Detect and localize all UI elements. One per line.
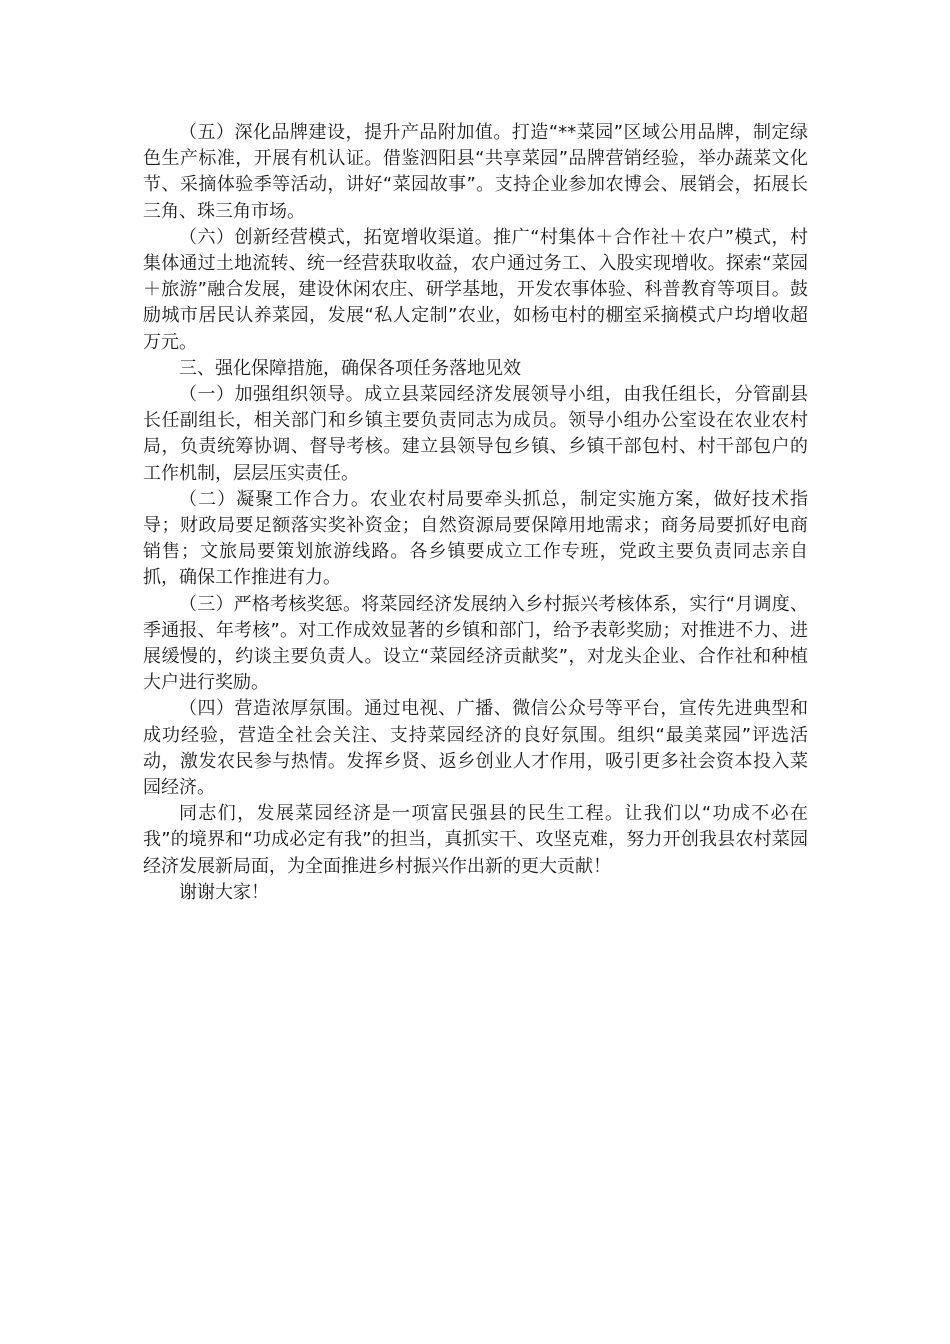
paragraph-business-model: （六）创新经营模式，拓宽增收渠道。推广“村集体＋合作社＋农户”模式，村集体通过土地流转、统一经营获取收益，农户通过务工、入股实现增收。探索“菜园＋旅游”融合发展，建设休闲农庄、研学基地，开发农事体验、科普教育等项目。鼓励城市居民认养菜园，发展“私人定制”农业，如杨屯村的棚室采摘模式户均增收超万元。 xyxy=(143,226,808,353)
paragraph-brand-building: （五）深化品牌建设，提升产品附加值。打造“**菜园”区域公用品牌，制定绿色生产标准，开展有机认证。借鉴泗阳县“共享菜园”品牌营销经验，举办蔬菜文化节、采摘体验季等活动，讲好“菜园故事”。支持企业参加农博会、展销会，拓展长三角、珠三角市场。 xyxy=(143,122,808,222)
paragraph-assessment: （三）严格考核奖惩。将菜园经济发展纳入乡村振兴考核体系，实行“月调度、季通报、年考核”。对工作成效显著的乡镇和部门，给予表彰奖励；对推进不力、进展缓慢的，约谈主要负责人。设立“菜园经济贡献奖”，对龙头企业、合作社和种植大户进行奖励。 xyxy=(143,593,808,694)
section-heading-safeguards: 三、强化保障措施，确保各项任务落地见效 xyxy=(179,357,521,379)
paragraph-cooperation: （二）凝聚工作合力。农业农村局要牵头抓总，制定实施方案，做好技术指导；财政局要足额落实奖补资金；自然资源局要保障用地需求；商务局要抓好电商销售；文旅局要策划旅游线路。各乡镇要成立工作专班，党政主要负责同志亲自抓，确保工作推进有力。 xyxy=(143,488,808,589)
paragraph-atmosphere: （四）营造浓厚氛围。通过电视、广播、微信公众号等平台，宣传先进典型和成功经验，营造全社会关注、支持菜园经济的良好氛围。组织“最美菜园”评选活动，激发农民参与热情。发挥乡贤、返乡创业人才作用，吸引更多社会资本投入菜园经济。 xyxy=(143,698,808,799)
paragraph-organization: （一）加强组织领导。成立县菜园经济发展领导小组，由我任组长，分管副县长任副组长，相关部门和乡镇主要负责同志为成员。领导小组办公室设在农业农村局，负责统筹协调、督导考核。建立县领导包乡镇、乡镇干部包村、村干部包户的工作机制，层层压实责任。 xyxy=(143,384,808,484)
paragraph-thanks: 谢谢大家！ xyxy=(179,881,269,903)
document-body xyxy=(143,120,808,906)
paragraph-closing: 同志们，发展菜园经济是一项富民强县的民生工程。让我们以“功成不必在我”的境界和“功成必定有我”的担当，真抓实干、攻坚克难，努力开创我县农村菜园经济发展新局面，为全面推进乡村振兴作出新的更大贡献！ xyxy=(143,803,808,877)
